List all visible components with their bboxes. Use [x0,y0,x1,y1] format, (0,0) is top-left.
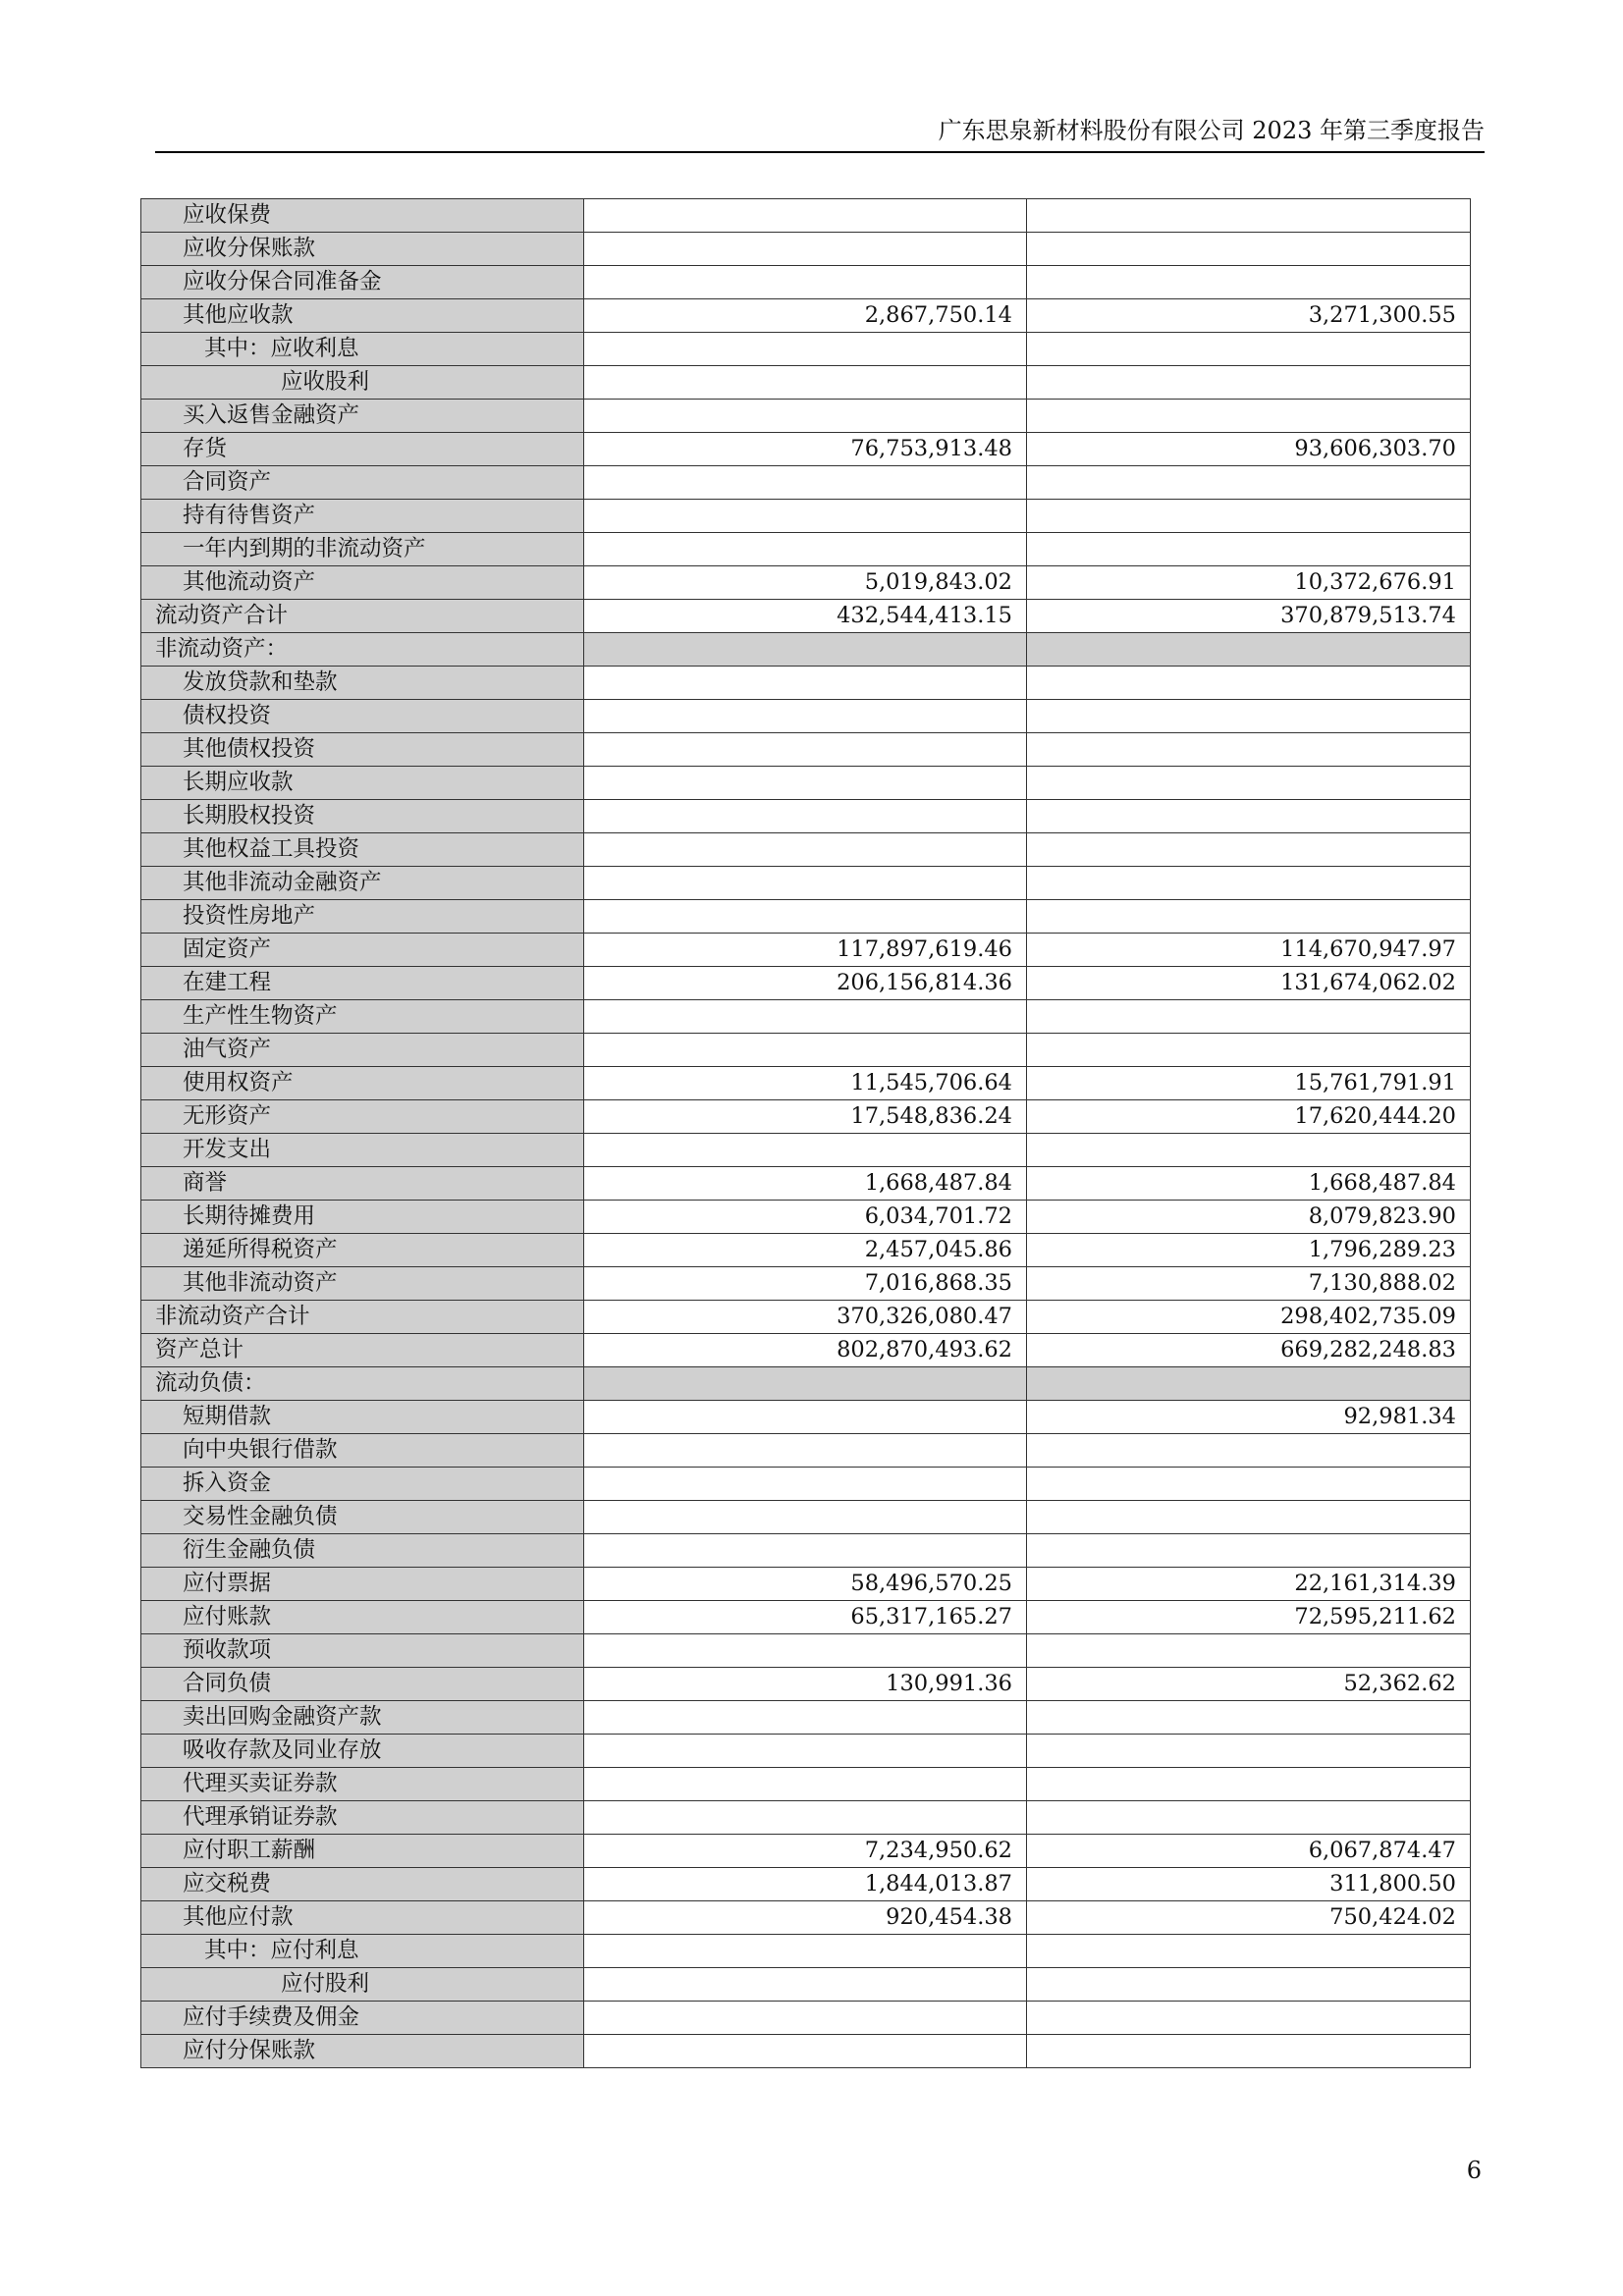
current-period-value: 432,544,413.15 [584,600,1027,633]
current-period-value [584,667,1027,700]
table-row [141,1100,1471,1134]
table-row [141,266,1471,299]
previous-period-value [1027,767,1471,800]
table-row [141,1735,1471,1768]
table-row [141,967,1471,1000]
current-period-value: 117,897,619.46 [584,934,1027,967]
previous-period-value [1027,1367,1471,1401]
row-label: 其他应付款 [141,1901,584,1935]
previous-period-value [1027,366,1471,400]
table-row [141,1167,1471,1201]
current-period-value [584,733,1027,767]
table-row [141,1768,1471,1801]
previous-period-value [1027,1935,1471,1968]
previous-period-value: 3,271,300.55 [1027,299,1471,333]
current-period-value: 206,156,814.36 [584,967,1027,1000]
table-row [141,233,1471,266]
row-label: 应付分保账款 [141,2035,584,2068]
table-row [141,867,1471,900]
row-label: 其他权益工具投资 [141,833,584,867]
row-label: 短期借款 [141,1401,584,1434]
row-label: 开发支出 [141,1134,584,1167]
table-row [141,400,1471,433]
table-row [141,466,1471,500]
table-row [141,1634,1471,1668]
table-row [141,767,1471,800]
previous-period-value [1027,667,1471,700]
previous-period-value [1027,1701,1471,1735]
current-period-value [584,1000,1027,1034]
current-period-value [584,1968,1027,2002]
table-row [141,1568,1471,1601]
previous-period-value [1027,500,1471,533]
table-row [141,600,1471,633]
current-period-value: 17,548,836.24 [584,1100,1027,1134]
current-period-value: 7,016,868.35 [584,1267,1027,1301]
table-row [141,833,1471,867]
current-period-value [584,700,1027,733]
table-row [141,1835,1471,1868]
current-period-value [584,1501,1027,1534]
row-label: 固定资产 [141,934,584,967]
previous-period-value: 750,424.02 [1027,1901,1471,1935]
balance-sheet-table [140,198,1471,2068]
current-period-value [584,199,1027,233]
row-label: 应收分保合同准备金 [141,266,584,299]
row-label: 长期待摊费用 [141,1201,584,1234]
previous-period-value [1027,733,1471,767]
row-label: 生产性生物资产 [141,1000,584,1034]
row-label: 应付账款 [141,1601,584,1634]
row-label: 持有待售资产 [141,500,584,533]
previous-period-value: 17,620,444.20 [1027,1100,1471,1134]
row-label: 其他应收款 [141,299,584,333]
row-label: 代理买卖证券款 [141,1768,584,1801]
table-row [141,1067,1471,1100]
current-period-value [584,1801,1027,1835]
row-label: 应付手续费及佣金 [141,2002,584,2035]
row-label: 一年内到期的非流动资产 [141,533,584,566]
table-row [141,1334,1471,1367]
row-label: 向中央银行借款 [141,1434,584,1468]
current-period-value [584,833,1027,867]
table-row [141,733,1471,767]
row-label: 流动资产合计 [141,600,584,633]
current-period-value [584,533,1027,566]
previous-period-value: 93,606,303.70 [1027,433,1471,466]
table-row [141,800,1471,833]
row-label: 其他债权投资 [141,733,584,767]
previous-period-value: 1,668,487.84 [1027,1167,1471,1201]
previous-period-value [1027,1735,1471,1768]
previous-period-value: 1,796,289.23 [1027,1234,1471,1267]
current-period-value [584,1367,1027,1401]
previous-period-value: 22,161,314.39 [1027,1568,1471,1601]
current-period-value: 65,317,165.27 [584,1601,1027,1634]
row-label: 其他非流动金融资产 [141,867,584,900]
current-period-value: 370,326,080.47 [584,1301,1027,1334]
row-label: 使用权资产 [141,1067,584,1100]
row-label: 资产总计 [141,1334,584,1367]
current-period-value [584,1935,1027,1968]
row-label: 长期应收款 [141,767,584,800]
table-row [141,1668,1471,1701]
table-row [141,366,1471,400]
row-label: 流动负债： [141,1367,584,1401]
table-row [141,1935,1471,1968]
row-label: 预收款项 [141,1634,584,1668]
current-period-value [584,1134,1027,1167]
table-row [141,1434,1471,1468]
previous-period-value [1027,233,1471,266]
current-period-value: 11,545,706.64 [584,1067,1027,1100]
previous-period-value: 72,595,211.62 [1027,1601,1471,1634]
previous-period-value [1027,1534,1471,1568]
current-period-value [584,500,1027,533]
current-period-value [584,1434,1027,1468]
current-period-value: 130,991.36 [584,1668,1027,1701]
row-label: 代理承销证券款 [141,1801,584,1835]
table-row [141,1134,1471,1167]
table-row [141,2035,1471,2068]
row-label: 非流动资产： [141,633,584,667]
previous-period-value: 311,800.50 [1027,1868,1471,1901]
previous-period-value [1027,867,1471,900]
previous-period-value: 15,761,791.91 [1027,1067,1471,1100]
current-period-value: 58,496,570.25 [584,1568,1027,1601]
previous-period-value: 52,362.62 [1027,1668,1471,1701]
previous-period-value [1027,1134,1471,1167]
row-label: 发放贷款和垫款 [141,667,584,700]
table-row [141,633,1471,667]
current-period-value: 2,457,045.86 [584,1234,1027,1267]
previous-period-value [1027,466,1471,500]
previous-period-value [1027,199,1471,233]
row-label: 应收保费 [141,199,584,233]
previous-period-value: 669,282,248.83 [1027,1334,1471,1367]
current-period-value: 1,668,487.84 [584,1167,1027,1201]
current-period-value: 920,454.38 [584,1901,1027,1935]
current-period-value: 802,870,493.62 [584,1334,1027,1367]
current-period-value: 76,753,913.48 [584,433,1027,466]
current-period-value [584,1735,1027,1768]
current-period-value: 2,867,750.14 [584,299,1027,333]
table-row [141,1901,1471,1935]
row-label: 应收股利 [141,366,584,400]
row-label: 其中：应付利息 [141,1935,584,1968]
current-period-value [584,800,1027,833]
row-label: 在建工程 [141,967,584,1000]
row-label: 买入返售金融资产 [141,400,584,433]
table-row [141,333,1471,366]
current-period-value [584,1034,1027,1067]
current-period-value: 6,034,701.72 [584,1201,1027,1234]
row-label: 商誉 [141,1167,584,1201]
previous-period-value: 10,372,676.91 [1027,566,1471,600]
previous-period-value [1027,266,1471,299]
row-label: 无形资产 [141,1100,584,1134]
balance-sheet-body [141,199,1471,2068]
table-row [141,2002,1471,2035]
previous-period-value [1027,833,1471,867]
row-label: 其他流动资产 [141,566,584,600]
current-period-value [584,1534,1027,1568]
row-label: 非流动资产合计 [141,1301,584,1334]
previous-period-value: 6,067,874.47 [1027,1835,1471,1868]
current-period-value [584,233,1027,266]
previous-period-value [1027,1434,1471,1468]
current-period-value [584,400,1027,433]
previous-period-value: 131,674,062.02 [1027,967,1471,1000]
current-period-value [584,767,1027,800]
row-label: 油气资产 [141,1034,584,1067]
row-label: 交易性金融负债 [141,1501,584,1534]
current-period-value [584,867,1027,900]
table-row [141,1367,1471,1401]
row-label: 存货 [141,433,584,466]
table-row [141,566,1471,600]
previous-period-value [1027,1000,1471,1034]
table-row [141,1601,1471,1634]
previous-period-value [1027,1501,1471,1534]
row-label: 其中：应收利息 [141,333,584,366]
previous-period-value [1027,1968,1471,2002]
table-row [141,1501,1471,1534]
previous-period-value: 92,981.34 [1027,1401,1471,1434]
table-row [141,1868,1471,1901]
current-period-value [584,1634,1027,1668]
row-label: 衍生金融负债 [141,1534,584,1568]
row-label: 合同资产 [141,466,584,500]
page-header [155,110,1485,153]
previous-period-value [1027,1801,1471,1835]
current-period-value [584,333,1027,366]
previous-period-value: 8,079,823.90 [1027,1201,1471,1234]
previous-period-value: 298,402,735.09 [1027,1301,1471,1334]
current-period-value [584,900,1027,934]
row-label: 合同负债 [141,1668,584,1701]
row-label: 吸收存款及同业存放 [141,1735,584,1768]
current-period-value [584,466,1027,500]
row-label: 卖出回购金融资产款 [141,1701,584,1735]
current-period-value [584,2035,1027,2068]
previous-period-value [1027,333,1471,366]
row-label: 拆入资金 [141,1468,584,1501]
previous-period-value [1027,1034,1471,1067]
row-label: 应付股利 [141,1968,584,2002]
current-period-value [584,633,1027,667]
row-label: 其他非流动资产 [141,1267,584,1301]
table-row [141,1201,1471,1234]
table-row [141,700,1471,733]
current-period-value: 1,844,013.87 [584,1868,1027,1901]
table-row [141,500,1471,533]
previous-period-value [1027,2035,1471,2068]
previous-period-value [1027,2002,1471,2035]
current-period-value [584,1768,1027,1801]
table-row [141,299,1471,333]
row-label: 应收分保账款 [141,233,584,266]
table-row [141,1301,1471,1334]
table-row [141,1000,1471,1034]
previous-period-value [1027,800,1471,833]
current-period-value [584,1401,1027,1434]
row-label: 递延所得税资产 [141,1234,584,1267]
report-title: 广东思泉新材料股份有限公司 2023 年第三季度报告 [938,117,1485,144]
row-label: 长期股权投资 [141,800,584,833]
row-label: 债权投资 [141,700,584,733]
current-period-value [584,266,1027,299]
previous-period-value [1027,900,1471,934]
previous-period-value [1027,1768,1471,1801]
current-period-value [584,1468,1027,1501]
row-label: 应付票据 [141,1568,584,1601]
previous-period-value [1027,1468,1471,1501]
table-row [141,1801,1471,1835]
table-row [141,900,1471,934]
row-label: 应付职工薪酬 [141,1835,584,1868]
current-period-value: 5,019,843.02 [584,566,1027,600]
current-period-value [584,1701,1027,1735]
row-label: 应交税费 [141,1868,584,1901]
table-row [141,1701,1471,1735]
table-row [141,934,1471,967]
table-row [141,433,1471,466]
table-row [141,1234,1471,1267]
current-period-value [584,2002,1027,2035]
table-row [141,199,1471,233]
table-row [141,1267,1471,1301]
previous-period-value [1027,400,1471,433]
table-row [141,1968,1471,2002]
previous-period-value: 7,130,888.02 [1027,1267,1471,1301]
table-row [141,1401,1471,1434]
table-row [141,533,1471,566]
previous-period-value: 370,879,513.74 [1027,600,1471,633]
current-period-value [584,366,1027,400]
table-row [141,1468,1471,1501]
previous-period-value: 114,670,947.97 [1027,934,1471,967]
previous-period-value [1027,1634,1471,1668]
previous-period-value [1027,700,1471,733]
current-period-value: 7,234,950.62 [584,1835,1027,1868]
table-row [141,667,1471,700]
row-label: 投资性房地产 [141,900,584,934]
table-row [141,1534,1471,1568]
table-row [141,1034,1471,1067]
previous-period-value [1027,633,1471,667]
previous-period-value [1027,533,1471,566]
page-number: 6 [1466,2157,1482,2184]
